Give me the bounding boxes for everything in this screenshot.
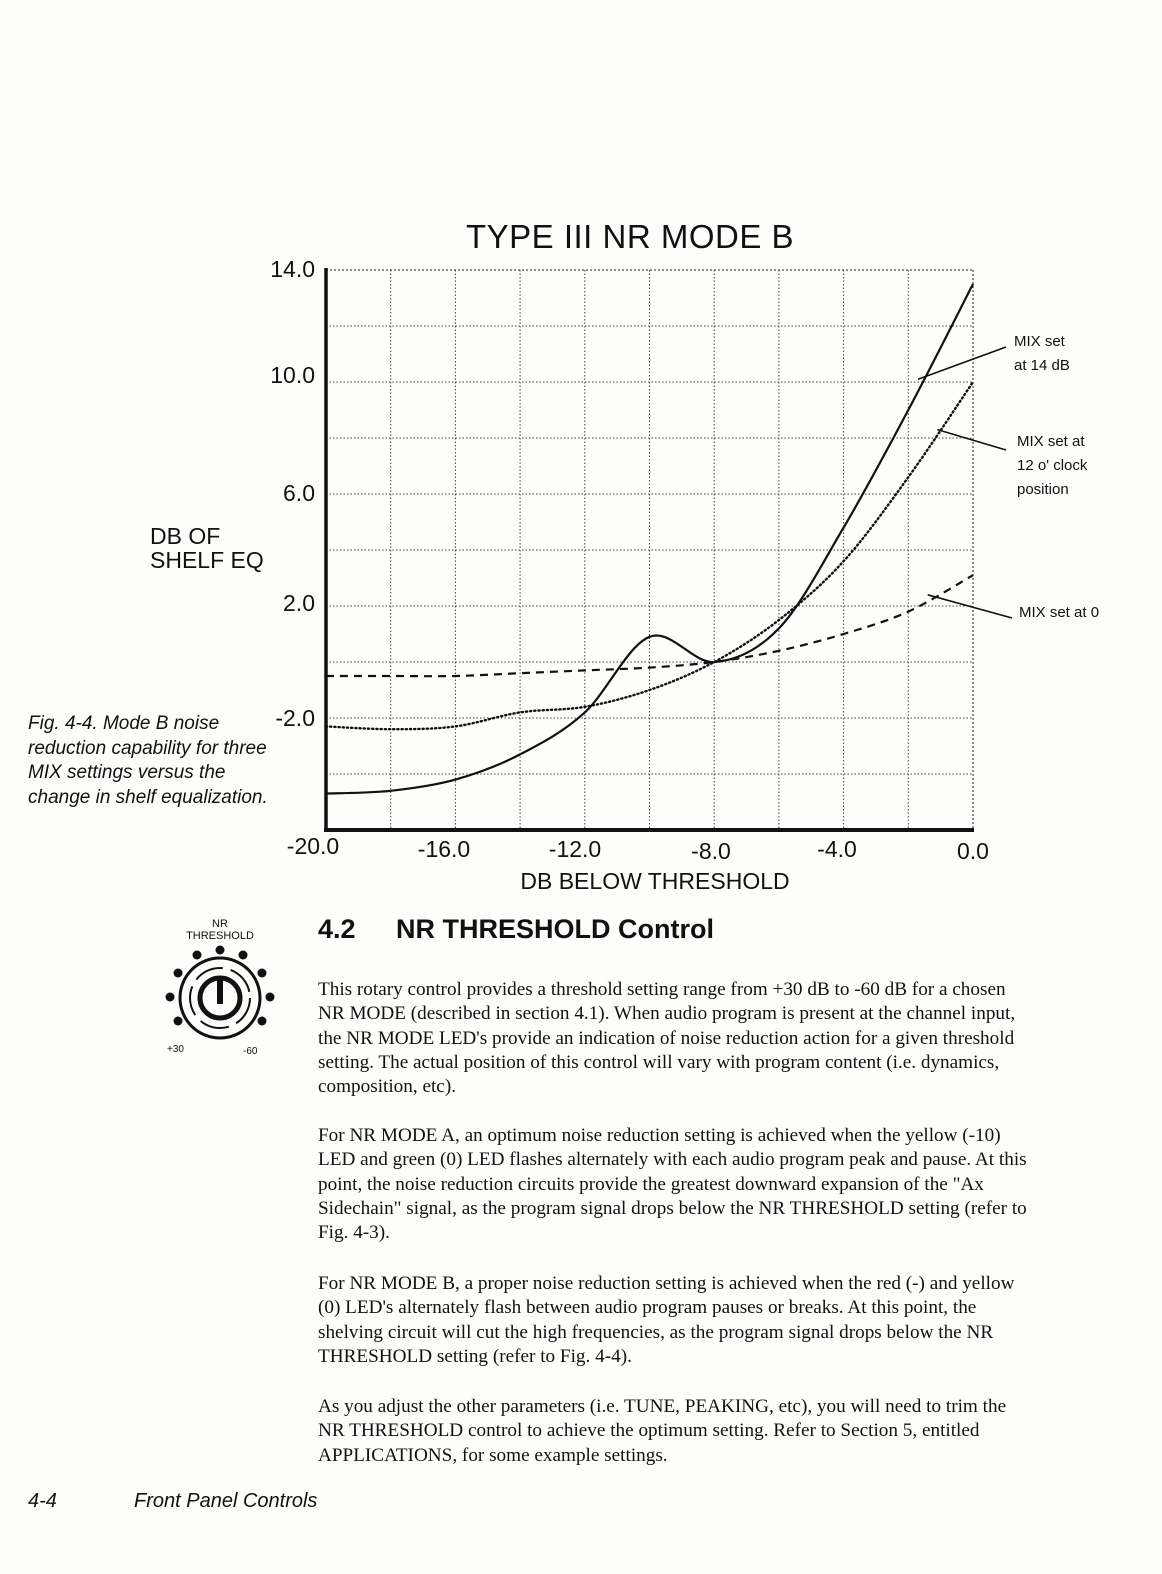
annotation-line: MIX set at — [1017, 433, 1085, 450]
knob-label — [160, 918, 280, 942]
knob-label-line: THRESHOLD — [186, 930, 254, 942]
annotation-leader-line — [928, 595, 1012, 618]
section-number: 4.2 — [318, 914, 356, 944]
body-paragraph: This rotary control provides a threshold setting range from +30 dB to -60 dB for a chosen NR MODE (described in section 4.1). When audio program is present at the channel input, the NR MODE LED's provide an indication of noise reduction action for a given threshold setting. The actual position of this control will vary with program content (i.e. dynamics, composition, etc). — [318, 979, 1016, 1098]
y-tick-label: 14.0 — [270, 256, 315, 282]
annotation-line: MIX set at 0 — [1019, 604, 1100, 621]
y-tick-label: 6.0 — [283, 480, 315, 506]
knob-max-label: -60 — [243, 1046, 258, 1057]
annotation-line: MIX set — [1014, 333, 1065, 350]
x-tick-label: -16.0 — [417, 836, 471, 862]
chart-series — [326, 284, 973, 794]
body-paragraph: As you adjust the other parameters (i.e. TUNE, PEAKING, etc), you will need to trim the NR THRESHOLD control to achieve the optimum setting. Refer to Section 5, entitled APPLICATIONS, for some example settings. — [318, 1396, 1007, 1466]
annotation-leader-line — [918, 347, 1006, 379]
annotation-mix-14db — [1014, 330, 1070, 378]
section-title: NR THRESHOLD Control — [396, 914, 714, 944]
annotation-mix-12-oclock — [1017, 430, 1087, 502]
annotation-leader-line — [937, 430, 1006, 450]
annotation-line: at 14 dB — [1014, 357, 1070, 374]
y-axis-label: DB OF SHELF EQ — [150, 523, 264, 573]
body-paragraph: For NR MODE B, a proper noise reduction setting is achieved when the red (-) and yellow (0) LED's alternately flash between audio program pauses or breaks. At this point, the shelving circuit will cut the high frequencies, as the program signal drops below the NR THRESHOLD setting (refer to Fig. 4-4). — [318, 1273, 1015, 1367]
chart-title: TYPE III NR MODE B — [465, 218, 795, 255]
chart-grid — [324, 268, 974, 832]
page-number: 4-4 — [28, 1490, 57, 1512]
series-line-mix-0 — [326, 575, 973, 676]
annotation-line: position — [1017, 481, 1069, 498]
x-tick-label: -20.0 — [286, 833, 340, 859]
annotation-leaders — [918, 347, 1012, 618]
body-paragraph: For NR MODE A, an optimum noise reduction setting is achieved when the yellow (-10) LED and green (0) LED flashes alternately with each audio program peak and pause. At this point, the noise reduction circuits provide the greatest downward expansion of the "Ax Sidechain" signal, as the program signal drops below the NR THRESHOLD setting (refer to Fig. 4-3). — [318, 1125, 1027, 1244]
section-heading — [318, 914, 714, 945]
x-tick-label: -8.0 — [691, 838, 731, 864]
figure-caption: Fig. 4-4. Mode B noise reduction capability for three MIX settings versus the change in shelf equalization. — [28, 713, 268, 808]
x-tick-label: -4.0 — [817, 836, 857, 862]
nr-threshold-knob-icon — [150, 940, 290, 1060]
x-tick-label: 0.0 — [957, 838, 989, 864]
knob-min-label: +30 — [167, 1044, 184, 1055]
footer-title: Front Panel Controls — [134, 1490, 318, 1512]
series-line-mix-14db — [326, 284, 973, 794]
annotation-line: 12 o' clock — [1017, 457, 1088, 474]
x-tick-label: -12.0 — [548, 836, 602, 862]
annotation-mix-0 — [1019, 601, 1099, 625]
x-axis-label: DB BELOW THRESHOLD — [520, 868, 790, 894]
y-tick-label: 2.0 — [283, 590, 315, 616]
y-tick-label: 10.0 — [270, 362, 315, 388]
knob-label-line: NR — [212, 918, 228, 930]
y-tick-label: -2.0 — [275, 705, 315, 731]
